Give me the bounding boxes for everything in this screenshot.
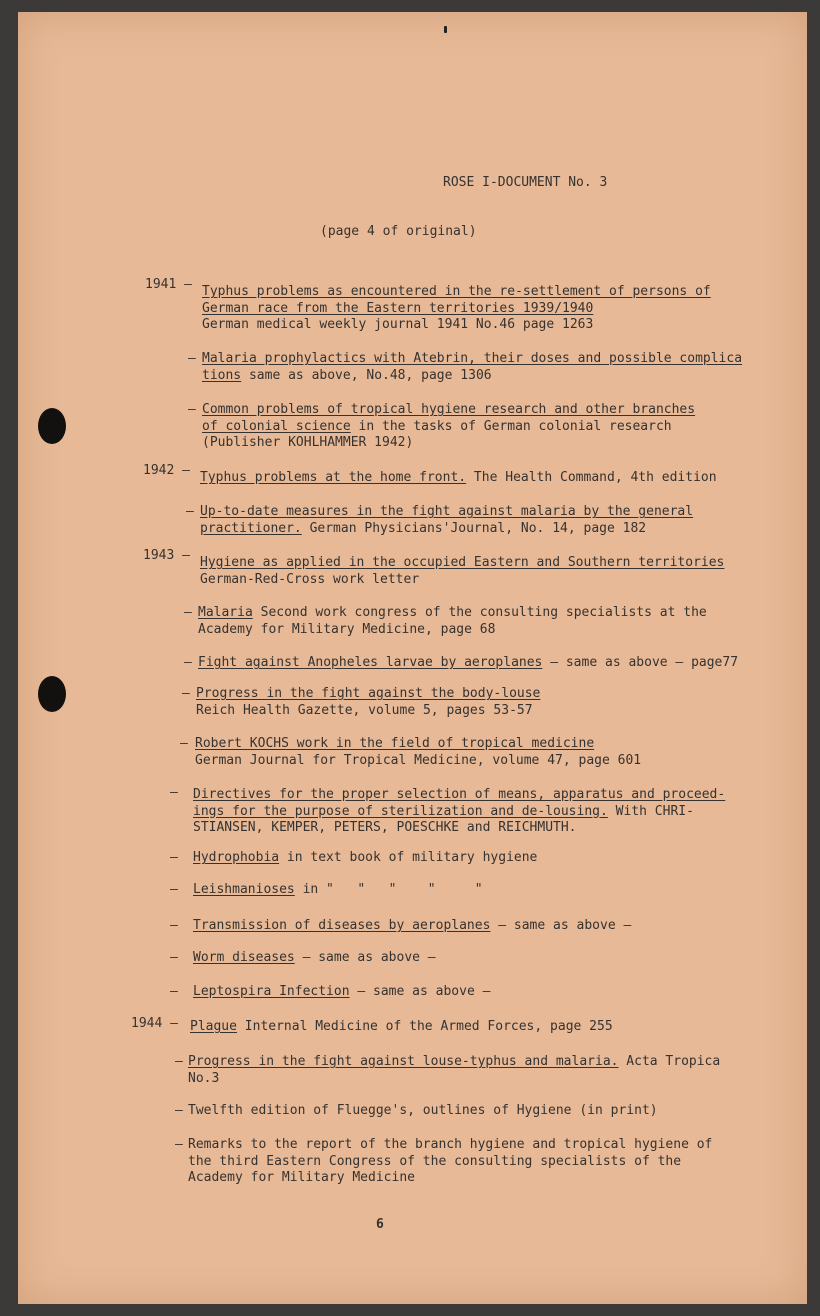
entry-title-line: Hygiene as applied in the occupied Eastern and Southern territories	[200, 555, 725, 570]
entry-title-line: Plague	[190, 1019, 237, 1034]
entry-title-line: Leishmanioses	[193, 882, 295, 897]
entry	[198, 655, 738, 672]
year-label: 1943 –	[143, 548, 190, 563]
entry-title-line: Common problems of tropical hygiene research and other branches	[202, 402, 696, 417]
entry-title-line: Up-to-date measures in the fight against malaria by the general	[200, 504, 694, 519]
entry-title-line: ings for the purpose of sterilization and de-lousing.	[193, 803, 608, 819]
entry	[193, 918, 631, 935]
entry-text-line: Academy for Military Medicine	[188, 1170, 415, 1185]
ink-speck	[444, 26, 447, 33]
entry-source: No.3	[188, 1070, 220, 1086]
entry-source: – same as above –	[349, 984, 491, 999]
document-id: ROSE I-DOCUMENT No. 3	[443, 175, 608, 190]
entry-source: in " " " " "	[294, 882, 483, 897]
punch-hole-bottom	[38, 676, 66, 712]
entry-title-line: Transmission of diseases by aeroplanes	[193, 918, 491, 933]
entry-title-line: German race from the Eastern territories 1939/1940	[202, 300, 594, 316]
entry-text-line: Remarks to the report of the branch hygiene and tropical hygiene of	[188, 1137, 713, 1152]
entry-dash: –	[186, 504, 194, 519]
entry-dash: –	[182, 686, 190, 701]
entry	[200, 555, 724, 588]
entry-source: in the tasks of German colonial research	[350, 418, 672, 434]
entry-title-line: Worm diseases	[193, 950, 295, 965]
entry-title-line: Robert KOCHS work in the field of tropical medicine	[195, 736, 595, 751]
entry	[193, 787, 725, 837]
entry	[200, 470, 717, 487]
entry-title-line: Malaria prophylactics with Atebrin, their doses and possible complica	[202, 351, 743, 366]
entry-dash: –	[170, 984, 178, 999]
entry-source: German Physicians'Journal, No. 14, page 182	[301, 520, 647, 536]
entry-dash: –	[188, 402, 196, 417]
entry-dash: –	[170, 785, 178, 800]
punch-hole-top	[38, 408, 66, 444]
entry-publisher: (Publisher KOHLHAMMER 1942)	[202, 435, 414, 450]
entry-dash: –	[170, 918, 178, 933]
entry-title-line: Directives for the proper selection of means, apparatus and proceed-	[193, 787, 726, 802]
entry-dash: –	[170, 850, 178, 865]
entry-title-line: practitioner.	[200, 520, 302, 536]
entry-source: Academy for Military Medicine, page 68	[198, 621, 496, 637]
entry	[188, 1103, 658, 1120]
entry-title-line: Typhus problems as encountered in the re-settlement of persons of	[202, 284, 711, 299]
entry-dash: –	[188, 351, 196, 366]
entry	[193, 850, 537, 867]
entry-dash: –	[175, 1103, 183, 1118]
entry-title-line: Malaria	[198, 605, 253, 620]
entry-source: With CHRI-	[607, 803, 694, 819]
entry	[190, 1019, 613, 1036]
entry-dash: –	[184, 605, 192, 620]
entry-source: German-Red-Cross work letter	[200, 571, 420, 587]
entry	[196, 686, 540, 719]
entry-source: STIANSEN, KEMPER, PETERS, POESCHKE and REICHMUTH.	[193, 820, 577, 835]
entry-dash: –	[175, 1137, 183, 1152]
entry-dash: –	[175, 1054, 183, 1069]
entry-text-line: the third Eastern Congress of the consulting specialists of the	[188, 1153, 682, 1169]
entry-title	[202, 284, 711, 334]
entry-source: The Health Command, 4th edition	[466, 470, 717, 485]
entry-source: Reich Health Gazette, volume 5, pages 53-57	[196, 702, 533, 718]
entry-source: Acta Tropica	[618, 1054, 721, 1069]
entry	[193, 882, 483, 899]
year-label: 1944 –	[131, 1016, 178, 1031]
page-reference: (page 4 of original)	[320, 224, 477, 239]
entry	[188, 1054, 720, 1087]
entry-source: Internal Medicine of the Armed Forces, page 255	[236, 1019, 613, 1034]
entry-text: Twelfth edition of Fluegge's, outlines of Hygiene (in print)	[188, 1103, 658, 1118]
entry	[195, 736, 641, 769]
entry-dash: –	[180, 736, 188, 751]
year-label: 1941 –	[145, 277, 192, 292]
entry-title-line: Progress in the fight against the body-louse	[196, 686, 541, 701]
page-number: 6	[376, 1217, 384, 1232]
entry-source: same as above, No.48, page 1306	[241, 367, 492, 383]
entry-source: – same as above – page77	[542, 655, 739, 670]
entry-title-line: Leptospira Infection	[193, 984, 350, 999]
entry-title-line: Typhus problems at the home front.	[200, 470, 467, 485]
entry	[202, 351, 742, 384]
entry-title-line: tions	[202, 367, 242, 383]
entry-title-line: Fight against Anopheles larvae by aeroplanes	[198, 655, 543, 670]
entry-dash: –	[170, 882, 178, 897]
entry-dash: –	[170, 950, 178, 965]
year-label: 1942 –	[143, 463, 190, 478]
entry-source: – same as above –	[490, 918, 632, 933]
entry-source: Second work congress of the consulting specialists at the	[252, 605, 707, 620]
entry-dash: –	[184, 655, 192, 670]
entry-source: German Journal for Tropical Medicine, volume 47, page 601	[195, 752, 642, 768]
entry	[193, 950, 436, 967]
entry-source: in text book of military hygiene	[279, 850, 538, 865]
entry-title-line: Hydrophobia	[193, 850, 280, 865]
entry-source: – same as above –	[294, 950, 436, 965]
entry-title-line: of colonial science	[202, 418, 351, 434]
entry	[188, 1137, 712, 1187]
entry	[193, 984, 490, 1001]
entry-source: German medical weekly journal 1941 No.46 page 1263	[202, 317, 594, 332]
entry	[198, 605, 707, 638]
entry	[202, 402, 695, 452]
entry	[200, 504, 693, 537]
entry-title-line: Progress in the fight against louse-typhus and malaria.	[188, 1054, 619, 1069]
